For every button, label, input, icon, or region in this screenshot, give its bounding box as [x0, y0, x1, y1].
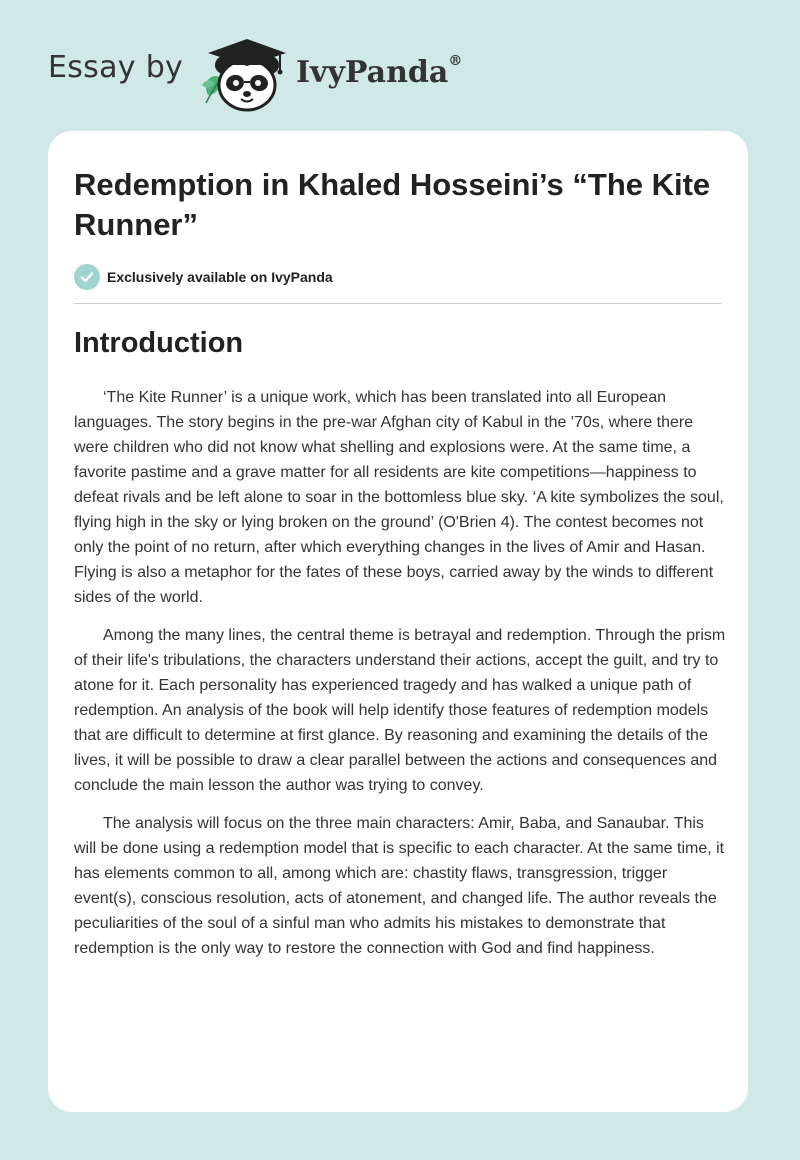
essay-by-label: Essay by — [48, 50, 184, 85]
brand-name[interactable]: IvyPanda® — [296, 53, 463, 90]
essay-card — [48, 131, 748, 1112]
site-header — [48, 30, 548, 110]
panda-graduate-icon[interactable] — [200, 33, 292, 113]
exclusive-badge — [74, 264, 333, 290]
paragraph: Among the many lines, the central theme is betrayal and redemption. Through the prism of their life's tribulations, the characters understand their actions, accept the guilt, and try to atone for it. Each personality has experienced tragedy and has walked a unique path of redemption. An analysis of the book will help identify those features of redemption models that are difficult to determine at first glance. By reasoning and examining the details of the lives, it will be possible to draw a clear parallel between the actions and consequences and conclude the main lesson the author was trying to convey. — [74, 627, 726, 794]
check-icon — [74, 264, 100, 290]
paragraph: ‘The Kite Runner’ is a unique work, which has been translated into all European languages. The story begins in the pre-war Afghan city of Kabul in the '70s, where there were children who did not know what shelling and explosions were. At the same time, a favorite pastime and a grave matter for all residents are kite competitions—happiness to defeat rivals and be left alone to soar in the bottomless blue sky. ‘A kite symbolizes the soul, flying high in the sky or lying broken on the ground’ (O'Brien 4). The contest becomes not only the point of no return, after which everything changes in the lives of Amir and Hasan. Flying is also a metaphor for the fates of these boys, carried away by the winds to different sides of the world. — [74, 389, 724, 606]
exclusive-label: Exclusively available on IvyPanda — [107, 269, 333, 285]
paragraph: The analysis will focus on the three main characters: Amir, Baba, and Sanaubar. This will be done using a redemption model that is specific to each character. At the same time, it has elements common to all, among which are: chastity flaws, transgression, trigger event(s), conscious resolution, acts of atonement, and changed life. The author reveals the peculiarities of the soul of a sinful man who admits his mistakes to demonstrate that redemption is the only way to restore the connection with God and find happiness. — [74, 815, 725, 957]
essay-body — [74, 385, 726, 974]
registered-mark: ® — [448, 53, 463, 69]
divider — [74, 303, 722, 304]
section-heading: Introduction — [74, 327, 244, 359]
essay-title: Redemption in Khaled Hosseini’s “The Kite Runner” — [74, 167, 711, 242]
